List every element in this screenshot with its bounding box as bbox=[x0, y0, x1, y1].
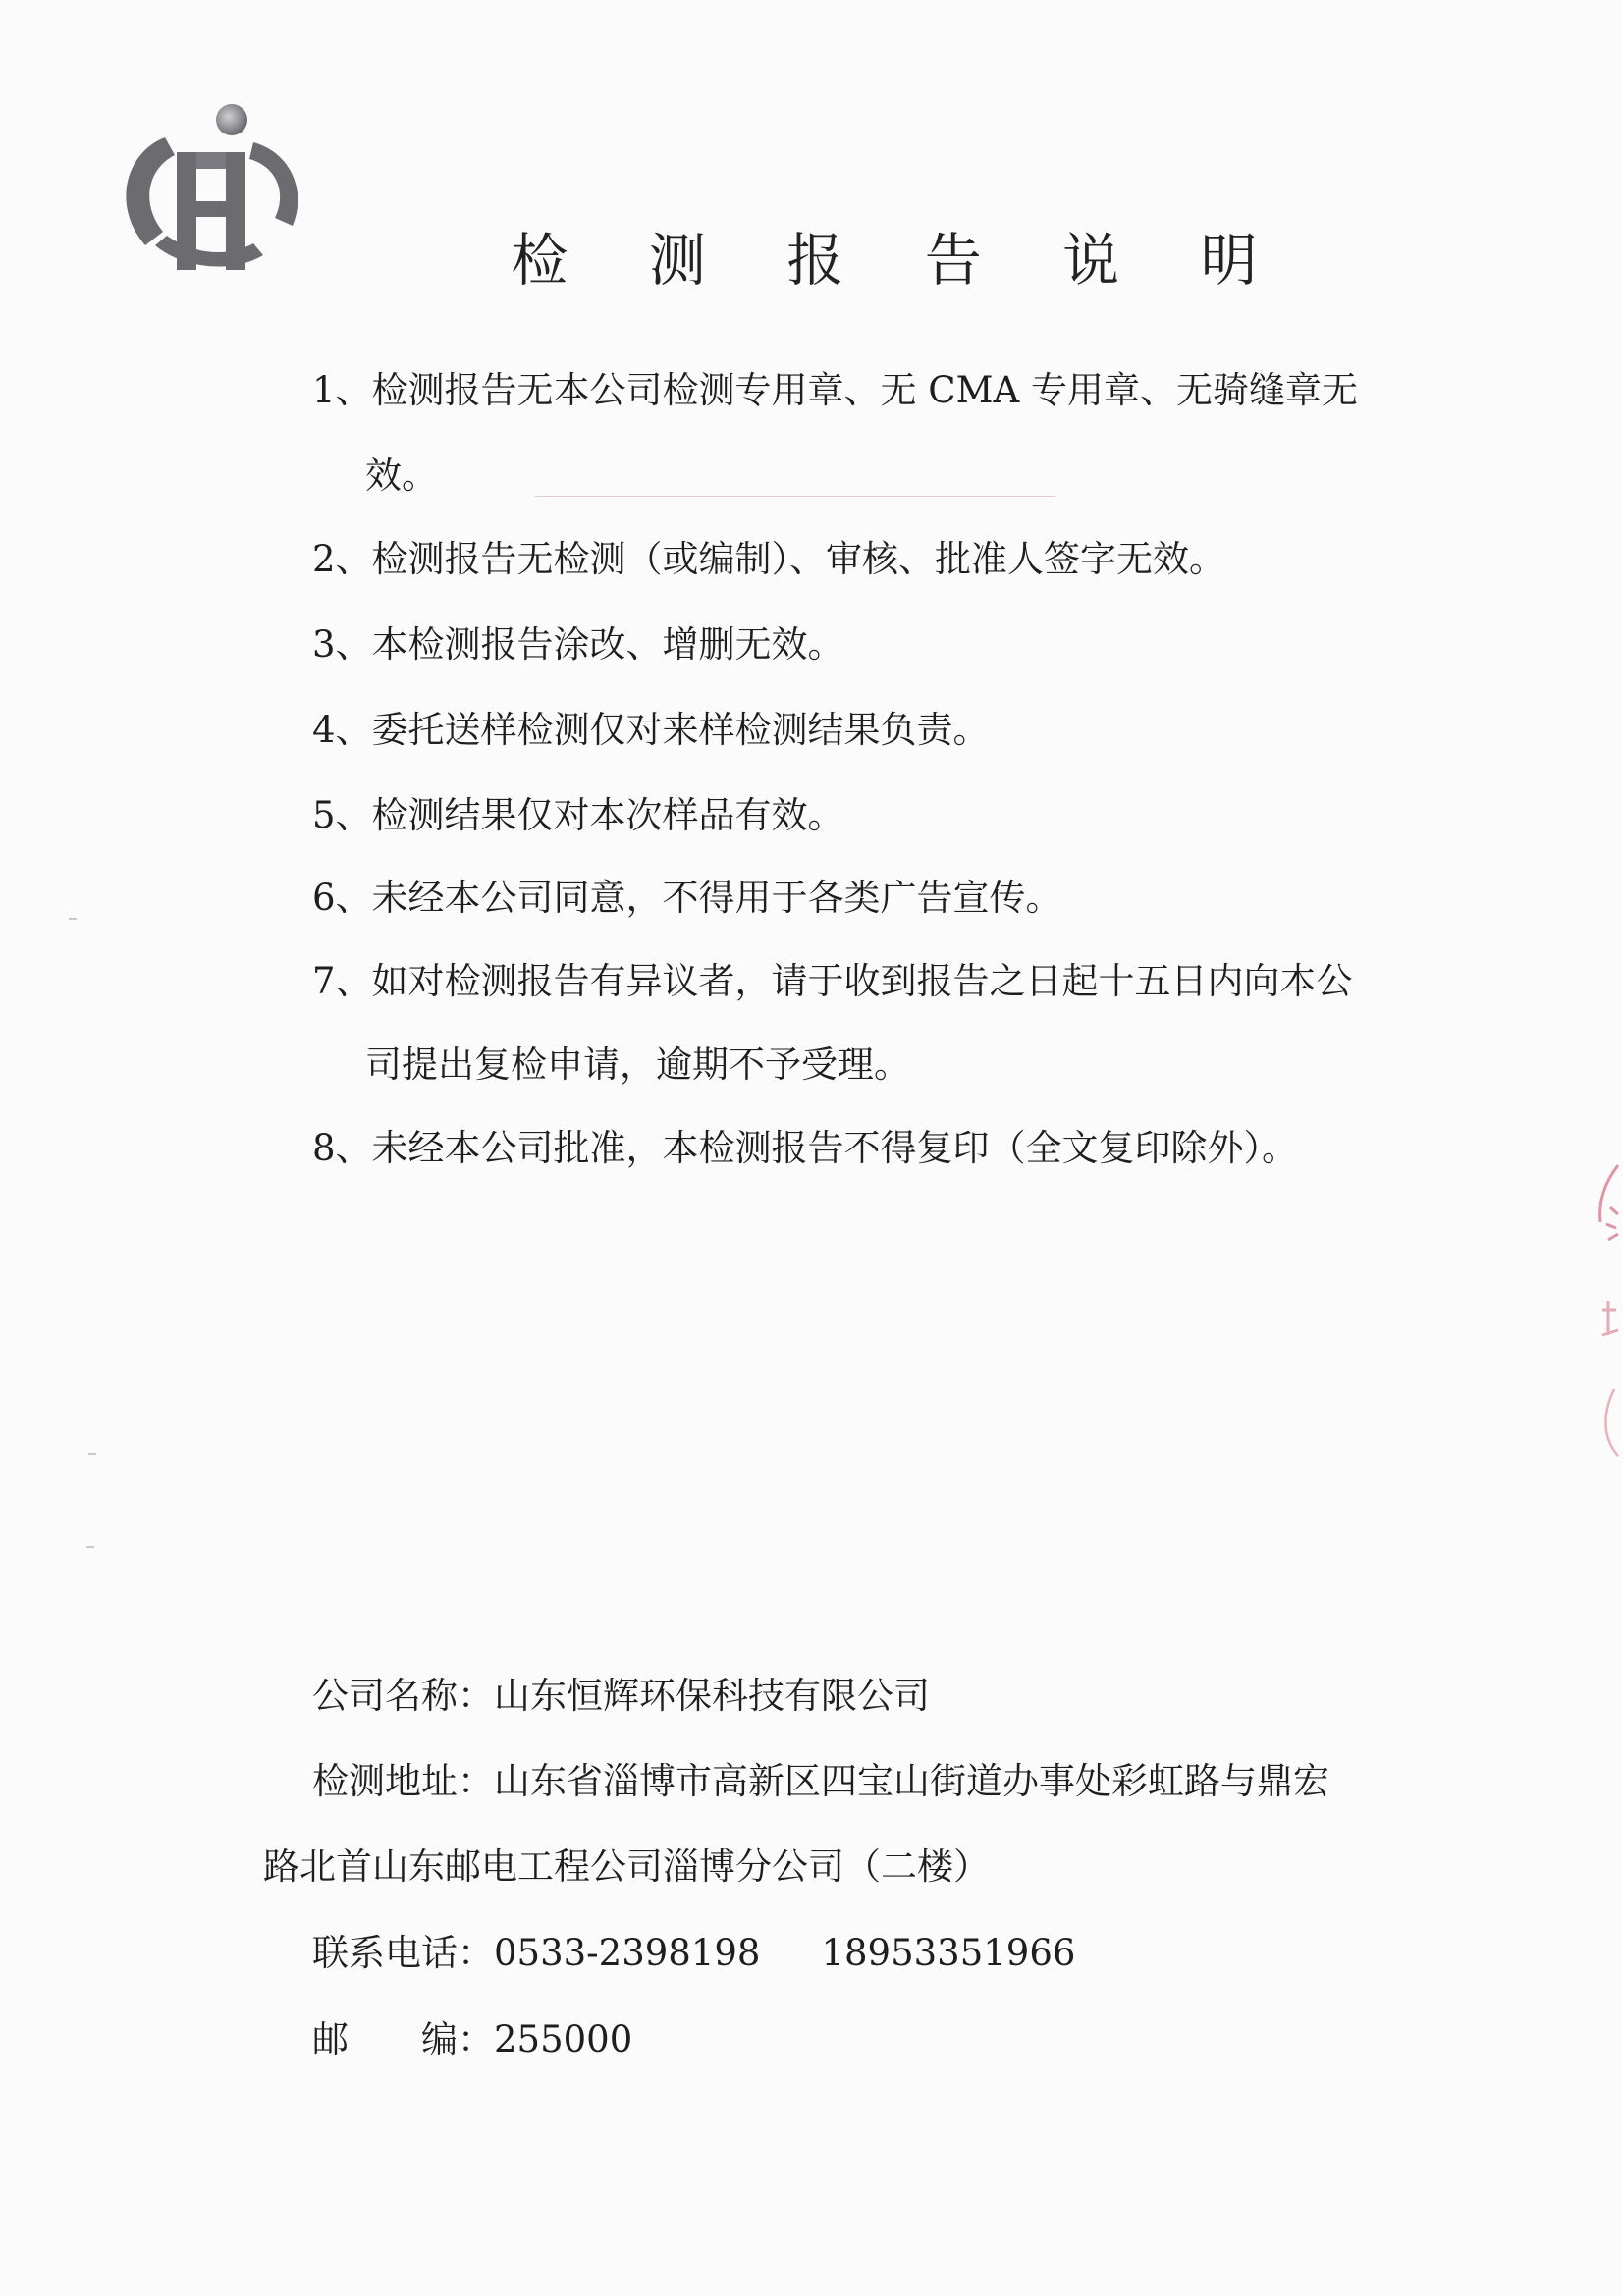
item-text: 检测报告无检测（或编制）、审核、批准人签字无效。 bbox=[371, 538, 1226, 580]
item-continuation: 效。 bbox=[365, 454, 438, 497]
item-number: 8、 bbox=[312, 1127, 372, 1169]
item-number: 6、 bbox=[312, 877, 372, 919]
postcode-row bbox=[312, 2010, 632, 2069]
phone-number-1: 0533-2398198 bbox=[494, 1932, 761, 1974]
address-line-1: 山东省淄博市高新区四宝山街道办事处彩虹路与鼎宏 bbox=[494, 1760, 1329, 1802]
address-label: 检测地址： bbox=[312, 1760, 494, 1802]
list-item bbox=[312, 361, 1358, 420]
item-text: 未经本公司批准，本检测报告不得复印（全文复印除外）。 bbox=[371, 1127, 1299, 1169]
page-title: 检 测 报 告 说 明 bbox=[511, 227, 1289, 294]
item-continuation: 司提出复检申请，逾期不予受理。 bbox=[365, 1043, 910, 1086]
list-item bbox=[312, 701, 990, 760]
item-text: 未经本公司同意，不得用于各类广告宣传。 bbox=[371, 877, 1062, 919]
item-text: 本检测报告涂改、增删无效。 bbox=[371, 623, 844, 666]
list-item bbox=[312, 530, 1225, 589]
item-text: 如对检测报告有异议者，请于收到报告之日起十五日内向本公 bbox=[371, 960, 1353, 1002]
item-number: 7、 bbox=[312, 960, 372, 1002]
scan-speck bbox=[69, 918, 77, 920]
item-number: 4、 bbox=[312, 709, 372, 751]
phone-number-2: 18953351966 bbox=[821, 1932, 1076, 1974]
scan-speck bbox=[86, 1546, 94, 1548]
scan-speck bbox=[88, 1453, 96, 1455]
seam-stamp-fragment bbox=[1589, 1163, 1622, 1458]
list-item bbox=[312, 869, 1062, 928]
postcode: 255000 bbox=[494, 2018, 633, 2060]
phone-label: 联系电话： bbox=[312, 1932, 494, 1974]
item-number: 1、 bbox=[312, 369, 372, 411]
list-item bbox=[312, 952, 1353, 1011]
item-text: 检测报告无本公司检测专用章、无 CMA 专用章、无骑缝章无 bbox=[371, 369, 1358, 411]
company-name-row bbox=[312, 1667, 930, 1726]
item-number: 5、 bbox=[312, 794, 372, 836]
postcode-label: 邮 编： bbox=[312, 2018, 494, 2060]
list-item bbox=[312, 1119, 1298, 1178]
item-number: 3、 bbox=[312, 623, 372, 666]
faint-rule bbox=[535, 496, 1055, 497]
address-row bbox=[312, 1752, 1329, 1811]
phone-row bbox=[312, 1924, 1075, 1983]
company-name-label: 公司名称： bbox=[312, 1675, 494, 1717]
address-line-2: 路北首山东邮电工程公司淄博分公司（二楼） bbox=[263, 1845, 990, 1888]
list-item bbox=[312, 615, 844, 674]
item-text: 检测结果仅对本次样品有效。 bbox=[371, 794, 844, 836]
item-text: 委托送样检测仅对来样检测结果负责。 bbox=[371, 709, 990, 751]
list-item bbox=[312, 786, 844, 845]
company-name: 山东恒辉环保科技有限公司 bbox=[494, 1675, 930, 1717]
item-number: 2、 bbox=[312, 538, 372, 580]
